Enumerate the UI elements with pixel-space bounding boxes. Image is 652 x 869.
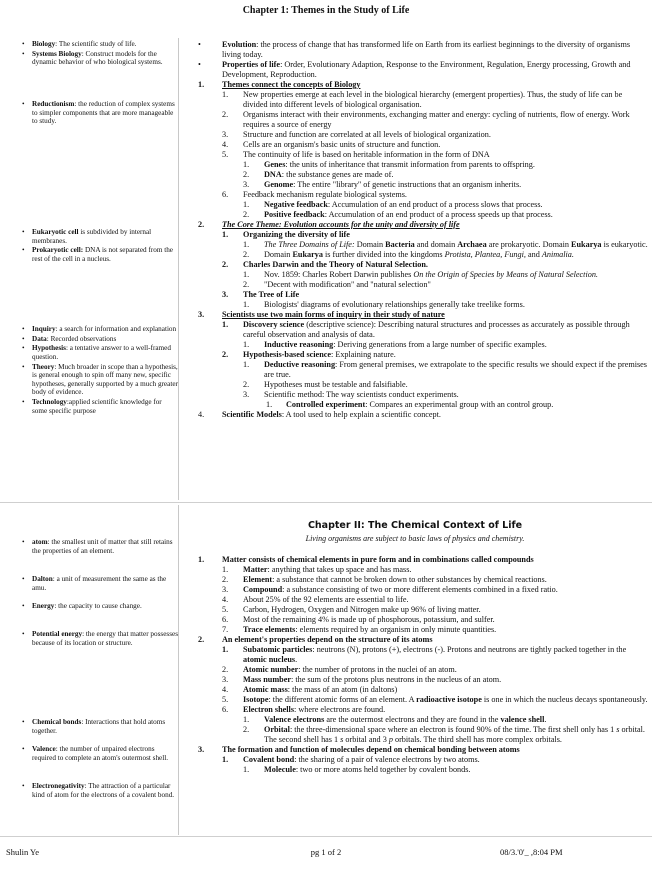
sidebar-group-atom	[22, 538, 178, 556]
sidebar-term: • Valence: the number of unpaired electrons required to complete an atom's outermost shell.	[22, 745, 169, 762]
list-item: 2. Hypotheses must be testable and falsifiable.	[243, 380, 408, 389]
section-heading: 4. Scientific Models: A tool used to help explain a scientific concept.	[198, 410, 441, 419]
sidebar-term: • Inquiry: a search for information and explanation	[22, 325, 177, 333]
sidebar-group-energy	[22, 602, 178, 612]
evolution-definition: • Evolution: the process of change that has transformed life on Earth from its earliest beginnings to the diversity of organisms living today.	[198, 40, 631, 59]
list-item: 3. Genome: The entire "library" of genetic instructions that an organism inherits.	[243, 180, 522, 189]
list-item: 3. Scientific method: The way scientists conduct experiments.	[243, 390, 459, 399]
section-heading: 1. Themes connect the concepts of Biology	[198, 80, 361, 89]
list-item: 1. New properties emerge at each level in the biological hierarchy (emergent properties). Thus, the study of life can be divided into different levels of biological organisation.	[222, 90, 623, 109]
section-heading: 2. The Core Theme: Evolution accounts for the unity and diversity of life	[198, 220, 460, 229]
section-divider	[0, 502, 652, 503]
list-item: 1. Valence electrons are the outermost electrons and they are found in the valence shell.	[243, 715, 547, 724]
sidebar-term: • Dalton: a unit of measurement the same as the amu.	[22, 575, 167, 592]
list-item: 4. Atomic mass: the mass of an atom (in daltons)	[222, 685, 398, 694]
list-item: 2. "Decent with modification" and "natural selection"	[243, 280, 431, 289]
sidebar-group-reductionism	[22, 100, 178, 127]
column-divider-1	[178, 38, 179, 500]
sidebar-term: • Systems Biology: Construct models for the dynamic behavior of who biological systems.	[22, 49, 163, 67]
list-item: 2. Orbital: the three-dimensional space where an electron is found 90% of the time. The first shell only has 1 s orbital. The second shell has 1 s orbital and 3 p orbitals. The third shell has more complex orbitals.	[243, 725, 645, 744]
list-item: 1. Genes: the units of inheritance that transmit information from parents to offspring.	[243, 160, 535, 169]
footer-date: 08/3.'0'_ ,8:04 PM	[500, 847, 563, 857]
list-item: 4. Cells are an organism's basic units of structure and function.	[222, 140, 441, 149]
chapter-1-content	[198, 40, 648, 420]
list-item: 2. Organisms interact with their environments, exchanging matter and energy: cycling of nutrients, flow of energy. Work requires a source of energy	[222, 110, 630, 129]
list-item: 2. Hypothesis-based science: Explaining nature.	[222, 350, 396, 359]
chapter-1-title: Chapter 1: Themes in the Study of Life	[242, 5, 410, 16]
sidebar-term: • Electronegativity: The attraction of a particular kind of atom for the electrons of a covalent bond.	[22, 782, 175, 799]
sidebar-group-cells	[22, 228, 178, 265]
section-heading: 2. An element's properties depend on the structure of its atoms	[198, 635, 433, 644]
chapter-2-subtitle: Living organisms are subject to basic laws of physics and chemistry.	[305, 534, 525, 543]
list-item: 1. Matter: anything that takes up space and has mass.	[222, 565, 412, 574]
sidebar-term: • Reductionism: the reduction of complex systems to simpler components that are more manageable to study.	[22, 100, 175, 126]
sidebar-group-biology	[22, 40, 178, 68]
list-item: 6. Most of the remaining 4% is made up of phosphorous, potassium, and sulfer.	[222, 615, 495, 624]
chapter-2-title: Chapter II: The Chemical Context of Life	[307, 520, 523, 531]
sidebar-term: • Hypothesis: a tentative answer to a well-framed question.	[22, 344, 171, 361]
list-item: 5. Isotope: the different atomic forms of an element. A radioactive isotope is one in which the nucleus decays spontaneously.	[222, 695, 648, 704]
list-item: 7. Trace elements: elements required by an organism in only minute quantities.	[222, 625, 497, 634]
sidebar-term: • Chemical bonds: Interactions that hold atoms together.	[22, 718, 166, 735]
subsection-heading: 2. Charles Darwin and the Theory of Natural Selection.	[222, 260, 428, 269]
sidebar-term: • Prokaryotic cell: DNA is not separated from the rest of the cell in a nucleus.	[22, 246, 173, 263]
list-item: 2. Domain Eukarya is further divided into the kingdoms Protista, Plantea, Fungi, and Animalia.	[243, 250, 574, 259]
list-item: 3. Mass number: the sum of the protons plus neutrons in the nucleus of an atom.	[222, 675, 502, 684]
sidebar-group-bonds	[22, 718, 178, 736]
list-item: 4. About 25% of the 92 elements are essential to life.	[222, 595, 409, 604]
subsection-heading: 3. The Tree of Life	[222, 290, 300, 299]
list-item: 1. Covalent bond: the sharing of a pair of valence electrons by two atoms.	[222, 755, 480, 764]
sidebar-term: • Biology: The scientific study of life.	[22, 40, 137, 48]
list-item: 1. Molecule: two or more atoms held together by covalent bonds.	[243, 765, 471, 774]
page-footer	[0, 847, 652, 861]
sidebar-term: • Energy: the capacity to cause change.	[22, 602, 142, 610]
list-item: 1. Biologists' diagrams of evolutionary relationships generally take treelike forms.	[243, 300, 525, 309]
list-item: 6. Electron shells: where electrons are found.	[222, 705, 386, 714]
sidebar-term: • Theory: Much broader in scope than a hypothesis, is general enough to spin off many new, specific hypotheses, generally supported by a much greater body of evidence.	[22, 362, 178, 397]
list-item: 5. The continuity of life is based on heritable information in the form of DNA	[222, 150, 490, 159]
list-item: 1. The Three Domains of Life: Domain Bacteria and domain Archaea are prokaryotic. Domain Eukarya is eukaryotic.	[243, 240, 648, 249]
sidebar-term: • atom: the smallest unit of matter that still retains the properties of an element.	[22, 538, 173, 555]
list-item: 2. Element: a substance that cannot be broken down to other substances by chemical reactions.	[222, 575, 547, 584]
list-item: 6. Feedback mechanism regulate biological systems.	[222, 190, 407, 199]
section-heading: 1. Matter consists of chemical elements in pure form and in combinations called compounds	[198, 555, 534, 564]
list-item: 3. Compound: a substance consisting of two or more different elements combined in a fixed ratio.	[222, 585, 558, 594]
footer-author: Shulin Ye	[6, 847, 40, 857]
footer-page-number: pg 1 of 2	[310, 847, 342, 857]
sidebar-term: • Eukaryotic cell is subdivided by internal membranes.	[22, 228, 152, 245]
list-item: 1. Deductive reasoning: From general premises, we extrapolate to the specific results we should expect if the premises are true.	[243, 360, 647, 379]
subsection-heading: 1. Organizing the diversity of life	[222, 230, 350, 239]
column-divider-2	[178, 505, 179, 835]
properties-of-life: • Properties of life: Order, Evolutionary Adaption, Response to the Environment, Regulation, Energy processing, Growth and Development, Reproduction.	[198, 60, 631, 79]
list-item: 1. Controlled experiment: Compares an experimental group with an control group.	[266, 400, 554, 409]
footer-divider	[0, 836, 652, 837]
list-item: 1. Subatomic particles: neutrons (N), protons (+), electrons (-). Protons and neutrons are tightly packed together in the atomic nucleus.	[222, 645, 627, 664]
sidebar-group-potential-energy	[22, 630, 178, 648]
list-item: 2. Positive feedback: Accumulation of an end product of a process speeds up that process.	[243, 210, 553, 219]
list-item: 5. Carbon, Hydrogen, Oxygen and Nitrogen make up 96% of living matter.	[222, 605, 481, 614]
sidebar-group-valence	[22, 745, 178, 763]
chapter-2-content	[198, 555, 648, 775]
section-heading: 3. Scientists use two main forms of inquiry in their study of nature	[198, 310, 445, 319]
list-item: 2. Atomic number: the number of protons in the nuclei of an atom.	[222, 665, 457, 674]
sidebar-group-electronegativity	[22, 782, 178, 800]
section-heading: 3. The formation and function of molecules depend on chemical bonding between atoms	[198, 745, 520, 754]
list-item: 1. Nov. 1859: Charles Robert Darwin publishes On the Origin of Species by Means of Natural Selection.	[243, 270, 598, 279]
sidebar-group-inquiry	[22, 325, 178, 416]
list-item: 1. Inductive reasoning: Deriving generations from a large number of specific examples.	[243, 340, 547, 349]
sidebar-term: • Data: Recorded observations	[22, 334, 117, 343]
sidebar-group-dalton	[22, 575, 178, 593]
list-item: 2. DNA: the substance genes are made of.	[243, 170, 394, 179]
sidebar-term: • Potential energy: the energy that matter possesses because of its location or structure.	[22, 630, 178, 647]
list-item: 1. Discovery science (descriptive science): Describing natural structures and processes as accurately as possible through careful observation and analysis of data.	[222, 320, 630, 339]
list-item: 1. Negative feedback: Accumulation of an end product of a process slows that process.	[243, 200, 543, 209]
sidebar-term: • Technology:applied scientific knowledge for some specific purpose	[22, 398, 162, 415]
list-item: 3. Structure and function are correlated at all levels of biological organization.	[222, 130, 491, 139]
